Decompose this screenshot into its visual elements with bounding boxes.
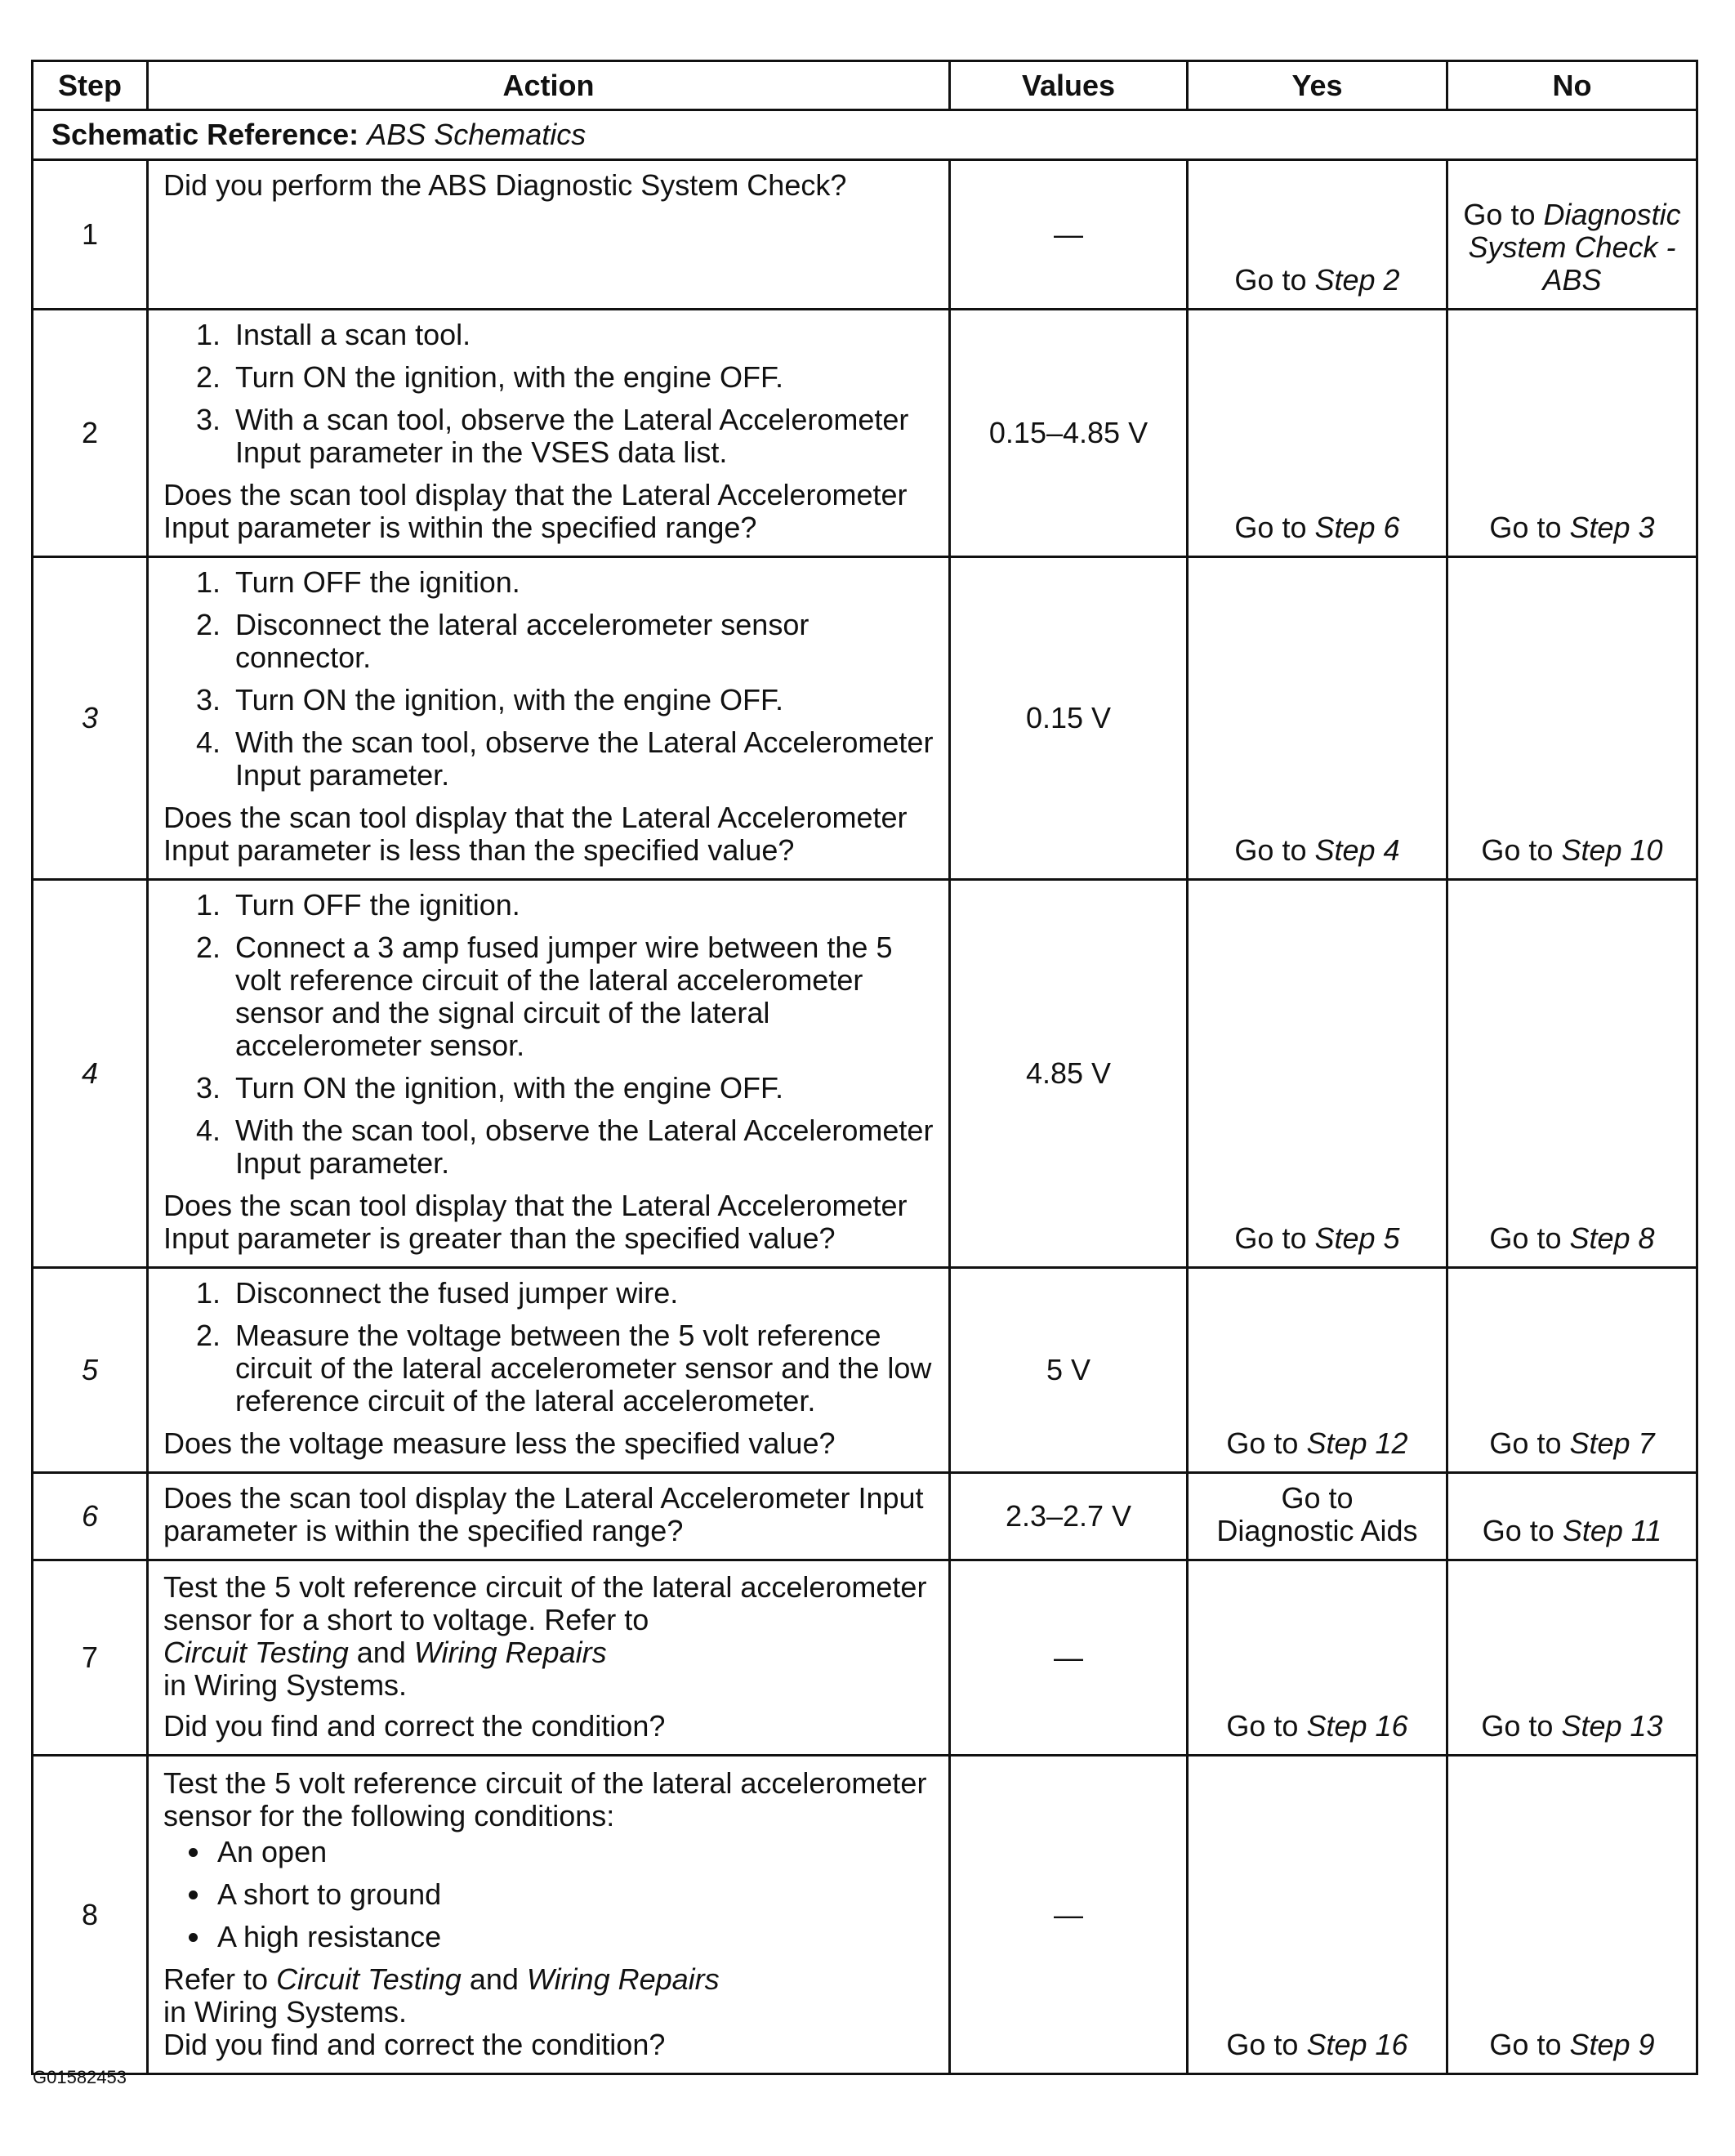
- goto-text: Go to: [1489, 511, 1570, 544]
- list-item: 1. Turn OFF the ignition.: [229, 889, 937, 922]
- step-ref: Step 10: [1561, 833, 1663, 867]
- action-text: Did you perform the ABS Diagnostic System Check?: [163, 168, 847, 202]
- step-ref: Step 4: [1314, 833, 1400, 867]
- doc-ref: Diagnostic System Check - ABS: [1468, 198, 1681, 297]
- reference-tail: in Wiring Systems.: [163, 1668, 408, 1702]
- schematic-reference: [33, 110, 1697, 160]
- doc-ref: Diagnostic Aids: [1216, 1514, 1418, 1547]
- list-item: 4. With the scan tool, observe the Lateral Accelerometer Input parameter.: [229, 726, 937, 792]
- schematic-label: Schematic Reference:: [51, 118, 359, 151]
- list-item: 2. Measure the voltage between the 5 volt reference circuit of the lateral accelerometer sensor and the low reference circuit of the lateral accelerometer.: [229, 1319, 937, 1417]
- table-row: [33, 1756, 1697, 2074]
- step-ref: Step 2: [1314, 263, 1400, 297]
- action-cell: [148, 557, 950, 880]
- values-cell: —: [950, 160, 1188, 310]
- conjunction: and: [461, 1962, 527, 1996]
- doc-ref: Wiring Repairs: [413, 1636, 607, 1669]
- step-number: 7: [33, 1560, 148, 1756]
- table-row: [33, 160, 1697, 310]
- action-steps: [163, 1277, 937, 1417]
- goto-text: Go to: [1489, 1221, 1570, 1255]
- step-ref: Step 13: [1561, 1709, 1663, 1743]
- list-item: 1. Install a scan tool.: [229, 319, 937, 351]
- table-row: [33, 310, 1697, 557]
- step-ref: Step 8: [1569, 1221, 1655, 1255]
- doc-ref: Wiring Repairs: [526, 1962, 720, 1996]
- header-step: Step: [33, 61, 148, 110]
- action-cell: [148, 160, 950, 310]
- reference-line: [163, 1963, 937, 1996]
- list-item: 2. Disconnect the lateral accelerometer sensor connector.: [229, 609, 937, 674]
- reference-line: [163, 1636, 937, 1669]
- header-row: [33, 61, 1697, 110]
- yes-cell: [1188, 160, 1447, 310]
- yes-cell: [1188, 1473, 1447, 1560]
- goto-text: Go to: [1482, 1514, 1563, 1547]
- yes-cell: [1188, 1756, 1447, 2074]
- action-steps: [163, 889, 937, 1180]
- header-no: No: [1447, 61, 1697, 110]
- action-cell: [148, 1473, 950, 1560]
- goto-text: Go to: [1281, 1481, 1354, 1515]
- goto-text: Go to: [1481, 1709, 1562, 1743]
- action-question: Does the voltage measure less the specified value?: [163, 1426, 836, 1460]
- list-item: 3. With a scan tool, observe the Lateral Accelerometer Input parameter in the VSES data list.: [229, 404, 937, 469]
- table-row: [33, 1560, 1697, 1756]
- step-ref: Step 3: [1569, 511, 1655, 544]
- step-ref: Step 7: [1569, 1426, 1655, 1460]
- table-row: [33, 557, 1697, 880]
- step-ref: Step 5: [1314, 1221, 1400, 1255]
- goto-text: Go to: [1234, 1221, 1315, 1255]
- step-ref: Step 9: [1569, 2028, 1655, 2061]
- goto-text: Go to: [1234, 833, 1315, 867]
- action-steps: [163, 319, 937, 469]
- table-row: [33, 1473, 1697, 1560]
- step-ref: Step 16: [1306, 2028, 1408, 2061]
- action-text: Test the 5 volt reference circuit of the lateral accelerometer sensor for the following conditions:: [163, 1766, 927, 1832]
- values-cell: 5 V: [950, 1268, 1188, 1473]
- diagnostic-table: [31, 60, 1698, 2075]
- yes-cell: [1188, 557, 1447, 880]
- header-values: Values: [950, 61, 1188, 110]
- action-question: Does the scan tool display that the Lateral Accelerometer Input parameter is within the specified range?: [163, 478, 908, 544]
- step-number: 2: [33, 310, 148, 557]
- step-ref: Step 11: [1562, 1514, 1662, 1547]
- values-cell: 4.85 V: [950, 880, 1188, 1268]
- list-item: 3. Turn ON the ignition, with the engine OFF.: [229, 684, 937, 716]
- table-row: [33, 1268, 1697, 1473]
- step-ref: Step 16: [1306, 1709, 1408, 1743]
- step-ref: Step 12: [1306, 1426, 1408, 1460]
- values-cell: 0.15 V: [950, 557, 1188, 880]
- action-question: Does the scan tool display the Lateral Accelerometer Input parameter is within the specified range?: [163, 1481, 924, 1547]
- action-question: Did you find and correct the condition?: [163, 2028, 666, 2061]
- figure-id: G01582453: [33, 2067, 127, 2087]
- schematic-row: [33, 110, 1697, 160]
- schematic-value: ABS Schematics: [367, 118, 587, 151]
- list-item: 2. Turn ON the ignition, with the engine OFF.: [229, 361, 937, 394]
- yes-cell: [1188, 880, 1447, 1268]
- refer-text: Refer to: [163, 1962, 277, 1996]
- action-cell: [148, 1756, 950, 2074]
- goto-text: Go to: [1226, 1709, 1307, 1743]
- reference-tail: in Wiring Systems.: [163, 1995, 408, 2029]
- list-item: 2. Connect a 3 amp fused jumper wire between the 5 volt reference circuit of the lateral accelerometer sensor and the signal circuit of the lateral accelerometer sensor.: [229, 931, 937, 1062]
- condition-list: [163, 1836, 937, 1953]
- action-question: Does the scan tool display that the Lateral Accelerometer Input parameter is greater than the specified value?: [163, 1189, 908, 1255]
- list-item: 1. Turn OFF the ignition.: [229, 566, 937, 599]
- goto-text: Go to: [1234, 263, 1315, 297]
- no-cell: [1447, 1473, 1697, 1560]
- no-cell: [1447, 310, 1697, 557]
- goto-text: Go to: [1226, 2028, 1307, 2061]
- no-cell: [1447, 1268, 1697, 1473]
- no-cell: [1447, 1756, 1697, 2074]
- goto-text: Go to: [1226, 1426, 1307, 1460]
- action-cell: [148, 1268, 950, 1473]
- values-cell: —: [950, 1560, 1188, 1756]
- header-yes: Yes: [1188, 61, 1447, 110]
- yes-cell: [1188, 310, 1447, 557]
- list-item: • A high resistance: [212, 1921, 937, 1953]
- goto-text: Go to: [1489, 1426, 1570, 1460]
- header-action: Action: [148, 61, 950, 110]
- step-number: 5: [33, 1268, 148, 1473]
- values-cell: 2.3–2.7 V: [950, 1473, 1188, 1560]
- yes-cell: [1188, 1268, 1447, 1473]
- list-item: 1. Disconnect the fused jumper wire.: [229, 1277, 937, 1310]
- conjunction: and: [348, 1636, 414, 1669]
- no-cell: [1447, 160, 1697, 310]
- action-question: Did you find and correct the condition?: [163, 1709, 666, 1743]
- no-cell: [1447, 1560, 1697, 1756]
- doc-ref: Circuit Testing: [276, 1962, 462, 1996]
- step-number: 1: [33, 160, 148, 310]
- step-number: 4: [33, 880, 148, 1268]
- values-cell: —: [950, 1756, 1188, 2074]
- step-number: 3: [33, 557, 148, 880]
- step-number: 8: [33, 1756, 148, 2074]
- action-steps: [163, 566, 937, 792]
- yes-cell: [1188, 1560, 1447, 1756]
- list-item: 4. With the scan tool, observe the Lateral Accelerometer Input parameter.: [229, 1114, 937, 1180]
- list-item: 3. Turn ON the ignition, with the engine OFF.: [229, 1072, 937, 1105]
- step-ref: Step 6: [1314, 511, 1400, 544]
- goto-text: Go to: [1234, 511, 1315, 544]
- list-item: • A short to ground: [212, 1878, 937, 1911]
- no-cell: [1447, 557, 1697, 880]
- values-cell: 0.15–4.85 V: [950, 310, 1188, 557]
- action-cell: [148, 1560, 950, 1756]
- goto-text: Go to: [1481, 833, 1562, 867]
- action-cell: [148, 310, 950, 557]
- action-question: Does the scan tool display that the Lateral Accelerometer Input parameter is less than the specified value?: [163, 801, 908, 867]
- list-item: • An open: [212, 1836, 937, 1868]
- action-text: Test the 5 volt reference circuit of the lateral accelerometer sensor for a short to voltage. Refer to: [163, 1570, 927, 1636]
- doc-ref: Circuit Testing: [163, 1636, 349, 1669]
- goto-text: Go to: [1463, 198, 1544, 231]
- table-row: [33, 880, 1697, 1268]
- step-number: 6: [33, 1473, 148, 1560]
- no-cell: [1447, 880, 1697, 1268]
- goto-text: Go to: [1489, 2028, 1570, 2061]
- action-cell: [148, 880, 950, 1268]
